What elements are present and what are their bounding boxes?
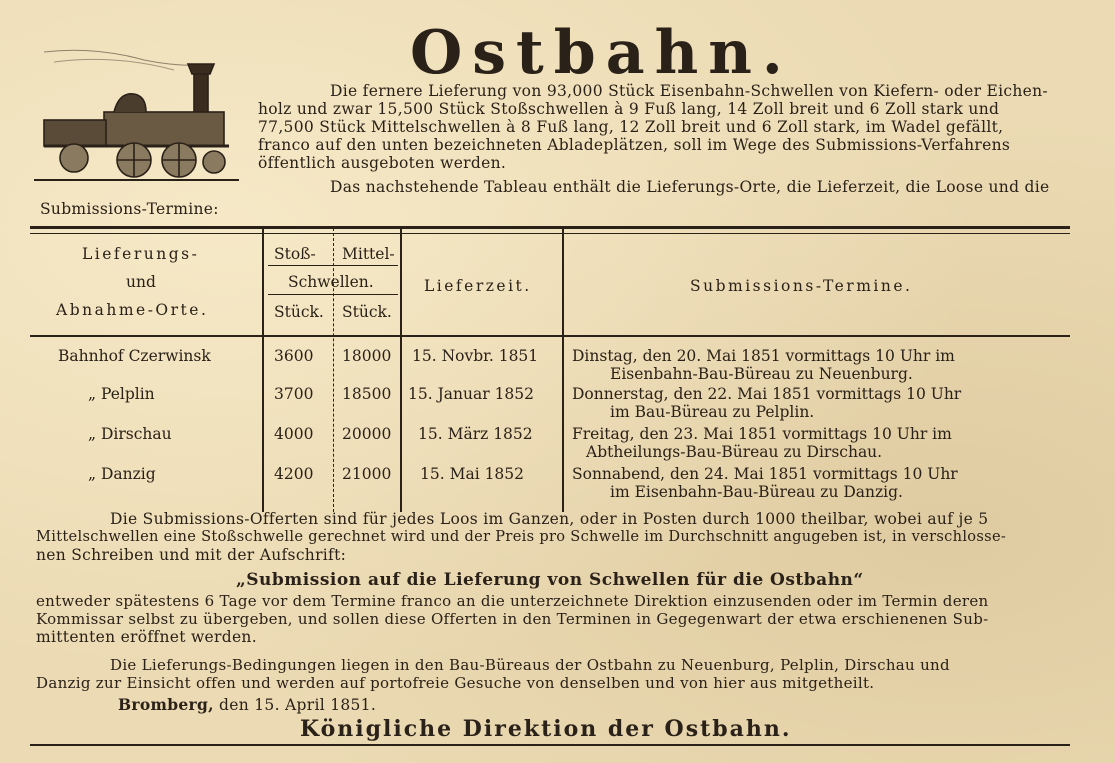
- stueck-rule: [268, 294, 398, 295]
- table-divider-4: [562, 228, 564, 512]
- row-lieferzeit: 15. März 1852: [418, 425, 533, 443]
- dateline-place: Bromberg,: [118, 695, 214, 714]
- header-mittel: Mittel-: [342, 245, 395, 263]
- row-termin-1: Freitag, den 23. Mai 1851 vormittags 10 Uhr im: [572, 425, 952, 443]
- row-termin-2: Abtheilungs-Bau-Büreau zu Dirschau.: [586, 443, 883, 461]
- row-place: Bahnhof Czerwinsk: [58, 347, 211, 365]
- delivery-line-3: mittenten eröffnet werden.: [36, 628, 257, 646]
- row-stoss: 4200: [274, 465, 314, 483]
- table-top-rule: [30, 226, 1070, 229]
- row-termin-2: im Eisenbahn-Bau-Büreau zu Danzig.: [610, 483, 903, 501]
- row-termin-2: Eisenbahn-Bau-Büreau zu Neuenburg.: [610, 365, 913, 383]
- row-mittel: 18500: [342, 385, 392, 403]
- row-place: „ Danzig: [88, 465, 156, 483]
- offer-line-3: nen Schreiben und mit der Aufschrift:: [36, 546, 347, 564]
- row-lieferzeit: 15. Novbr. 1851: [412, 347, 539, 365]
- row-mittel: 21000: [342, 465, 392, 483]
- header-place-3: Abnahme-Orte.: [56, 301, 209, 319]
- row-lieferzeit: 15. Januar 1852: [408, 385, 535, 403]
- row-stoss: 3700: [274, 385, 314, 403]
- footer-rule: [30, 744, 1070, 746]
- conditions-line-2: Danzig zur Einsicht offen und werden auf portofreie Gesuche von denselben und von hier aus mitgetheilt.: [36, 674, 875, 692]
- delivery-line-2: Kommissar selbst zu übergeben, und sollen diese Offerten in den Terminen in Gegegenwart der etwa erschienenen Sub-: [36, 610, 989, 628]
- steam-locomotive-icon: [34, 42, 244, 192]
- row-place: „ Dirschau: [88, 425, 172, 443]
- offer-line-2: Mittelschwellen eine Stoßschwelle gerechnet wird und der Preis pro Schwelle im Durchschnitt angugeben ist, in verschlosse-: [36, 528, 1007, 545]
- row-termin-1: Sonnabend, den 24. Mai 1851 vormittags 10 Uhr: [572, 465, 958, 483]
- intro-line-5: öffentlich ausgeboten werden.: [258, 154, 507, 172]
- row-termin-2: im Bau-Büreau zu Pelplin.: [610, 403, 815, 421]
- header-termine: Submissions-Termine.: [690, 277, 913, 295]
- header-place-2: und: [126, 273, 156, 291]
- header-stoss: Stoß-: [274, 245, 316, 263]
- intro-line-1: Die fernere Lieferung von 93,000 Stück Eisenbahn-Schwellen von Kiefern- oder Eichen-: [330, 82, 1048, 100]
- conditions-line-1: Die Lieferungs-Bedingungen liegen in den Bau-Büreaus der Ostbahn zu Neuenburg, Pelplin, Dirschau und: [110, 656, 950, 674]
- row-mittel: 18000: [342, 347, 392, 365]
- tableau-line: Das nachstehende Tableau enthält die Lieferungs-Orte, die Lieferzeit, die Loose und die: [330, 178, 1050, 196]
- intro-line-2: holz und zwar 15,500 Stück Stoßschwellen à 9 Fuß lang, 14 Zoll breit und 6 Zoll stark und: [258, 100, 1000, 118]
- row-stoss: 4000: [274, 425, 314, 443]
- table-divider-1: [262, 228, 264, 512]
- header-place-1: Lieferungs-: [82, 245, 200, 263]
- header-schwellen: Schwellen.: [288, 273, 374, 291]
- row-mittel: 20000: [342, 425, 392, 443]
- row-place: „ Pelplin: [88, 385, 155, 403]
- row-stoss: 3600: [274, 347, 314, 365]
- row-lieferzeit: 15. Mai 1852: [420, 465, 525, 483]
- header-stueck-1: Stück.: [274, 303, 324, 321]
- offer-line-1: Die Submissions-Offerten sind für jedes Loos im Ganzen, oder in Posten durch 1000 theilbar, wobei auf je 5: [110, 510, 989, 528]
- dateline-date: den 15. April 1851.: [219, 696, 377, 714]
- row-termin-1: Donnerstag, den 22. Mai 1851 vormittags 10 Uhr: [572, 385, 962, 403]
- dateline: [118, 696, 376, 714]
- intro-line-3: 77,500 Stück Mittelschwellen à 8 Fuß lang, 12 Zoll breit und 6 Zoll stark, im Wadel gefällt,: [258, 118, 1004, 136]
- delivery-line-1: entweder spätestens 6 Tage vor dem Termine franco an die unterzeichnete Direktion einzusenden oder im Termin deren: [36, 592, 989, 610]
- row-termin-1: Dinstag, den 20. Mai 1851 vormittags 10 Uhr im: [572, 347, 955, 365]
- table-divider-2: [333, 228, 335, 512]
- page-title: Ostbahn.: [410, 18, 793, 88]
- submission-caption: „Submission auf die Lieferung von Schwellen für die Ostbahn“: [236, 570, 864, 590]
- schwellen-rule: [268, 265, 398, 266]
- tableau-line-end: Submissions-Termine:: [40, 200, 219, 218]
- signature: Königliche Direktion der Ostbahn.: [300, 716, 792, 742]
- header-stueck-2: Stück.: [342, 303, 392, 321]
- table-divider-3: [400, 228, 402, 512]
- table-header-rule: [30, 335, 1070, 337]
- header-lieferzeit: Lieferzeit.: [424, 277, 532, 295]
- table-top-rule-thin: [30, 233, 1070, 234]
- intro-line-4: franco auf den unten bezeichneten Abladeplätzen, soll im Wege des Submissions-Verfahrens: [258, 136, 1011, 154]
